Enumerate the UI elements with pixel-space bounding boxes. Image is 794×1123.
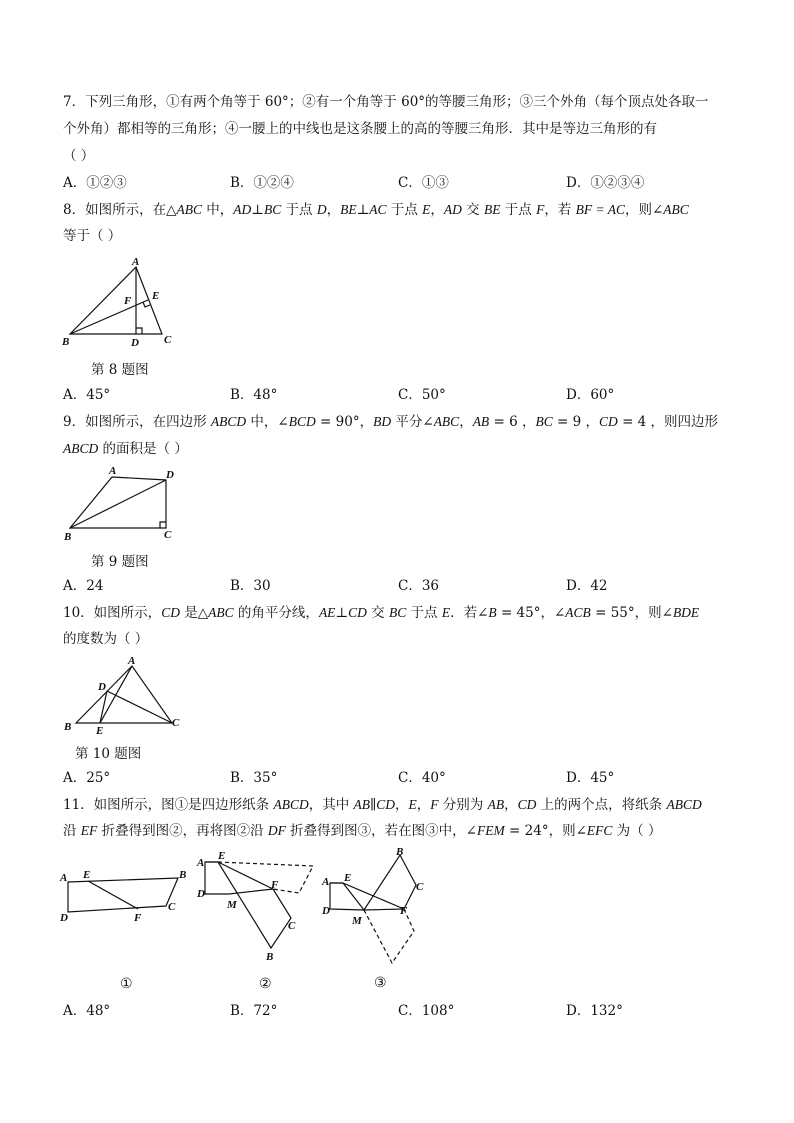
q10-option-a[interactable]: A．25° — [63, 770, 111, 786]
q10-label-b: B — [64, 721, 72, 733]
q11-fig3-left-part — [330, 883, 364, 910]
q10-label-e: E — [96, 725, 104, 737]
q10-label-c: C — [172, 717, 180, 729]
q9-option-c[interactable]: C．36 — [398, 578, 440, 594]
q11-fig1-strip — [68, 878, 178, 912]
q11-figure-3 — [320, 843, 435, 991]
q11-fig1-label-d: D — [60, 912, 68, 924]
q10-line2: 的度数为（ ） — [63, 631, 149, 647]
q11-fig2-label-c: C — [288, 920, 296, 932]
q11-figure-3-label: ③ — [374, 976, 387, 991]
q11-fig3-label-m: M — [352, 915, 362, 927]
q8-option-b[interactable]: B．48° — [230, 387, 278, 403]
q7-option-b[interactable]: B．①②④ — [230, 175, 294, 191]
q8-right-angle-d — [136, 328, 142, 334]
q8-label-a: A — [132, 256, 140, 268]
q11-fig1-label-e: E — [83, 869, 91, 881]
q8-label-c: C — [164, 334, 172, 346]
q7-line3: （ ） — [63, 148, 95, 164]
q9-caption: 第 9 题图 — [91, 554, 149, 570]
q11-fig3-label-c: C — [416, 881, 424, 893]
q10-caption: 第 10 题图 — [75, 746, 142, 762]
q8-option-c[interactable]: C．50° — [398, 387, 446, 403]
q9-option-a[interactable]: A．24 — [63, 578, 104, 594]
q10-bisector-cd — [107, 691, 172, 723]
q9-diagonal-bd — [70, 480, 166, 528]
q8-caption: 第 8 题图 — [91, 362, 149, 378]
q11-figure-1-label: ① — [120, 977, 133, 992]
q8-label-f: F — [124, 295, 132, 307]
q11-fig2-label-b: B — [266, 951, 274, 963]
q9-label-c: C — [164, 529, 172, 541]
q11-fig1-label-f: F — [134, 912, 142, 924]
q11-fig1-label-b: B — [179, 869, 187, 881]
q11-fig3-label-f: F — [400, 905, 408, 917]
q11-line1: 11．如图所示，图①是四边形纸条 ABCD，其中 AB∥CD，E，F 分别为 AB，CD 上的两个点，将纸条 ABCD — [63, 797, 702, 813]
q11-figure-2 — [195, 848, 325, 992]
q7-option-c[interactable]: C．①③ — [398, 175, 449, 191]
q8-label-e: E — [152, 290, 160, 302]
q11-option-b[interactable]: B．72° — [230, 1003, 278, 1019]
q10-option-c[interactable]: C．40° — [398, 770, 446, 786]
q11-fig3-label-a: A — [322, 876, 330, 888]
q11-fig3-label-d: D — [322, 905, 330, 917]
q11-fig3-flap — [343, 855, 416, 910]
q10-option-b[interactable]: B．35° — [230, 770, 278, 786]
q11-fig3-segment-mf — [364, 909, 404, 910]
q10-option-d[interactable]: D．45° — [566, 770, 615, 786]
q11-fig1-label-c: C — [168, 901, 176, 913]
q9-label-b: B — [64, 531, 72, 543]
q8-option-d[interactable]: D．60° — [566, 387, 615, 403]
q8-line1: 8．如图所示，在△ABC 中，AD⊥BC 于点 D，BE⊥AC 于点 E，AD 交 BE 于点 F，若 BF = AC，则∠ABC — [63, 202, 689, 218]
q11-figure-2-label: ② — [259, 977, 272, 992]
q11-fig2-label-a: A — [197, 857, 205, 869]
q11-line2: 沿 EF 折叠得到图②，再将图②沿 DF 折叠得到图③，若在图③中，∠FEM = 24°，则∠EFC 为（ ） — [63, 823, 662, 839]
q9-right-angle-c — [160, 522, 166, 528]
q9-label-a: A — [109, 465, 117, 477]
q9-label-d: D — [166, 469, 174, 481]
q11-fig2-left-part — [205, 862, 229, 894]
q10-line1: 10．如图所示，CD 是△ABC 的角平分线，AE⊥CD 交 BC 于点 E．若∠B = 45°，∠ACB = 55°，则∠BDE — [63, 605, 700, 621]
q11-option-d[interactable]: D．132° — [566, 1003, 623, 1019]
q8-line2: 等于（ ） — [63, 228, 122, 244]
q8-right-angle-e — [143, 302, 150, 307]
q10-figure — [60, 653, 185, 738]
q11-fig3-label-b: B — [396, 846, 404, 858]
q9-option-b[interactable]: B．30 — [230, 578, 271, 594]
q11-figure-1 — [60, 862, 195, 992]
q7-line1: 7．下列三角形，①有两个角等于 60°；②有一个角等于 60°的等腰三角形；③三个外角（每个顶点处各取一 — [63, 94, 709, 110]
q9-figure — [60, 462, 185, 544]
q11-fig1-label-a: A — [60, 872, 68, 884]
q11-option-c[interactable]: C．108° — [398, 1003, 455, 1019]
q11-fig3-folded-outline — [364, 909, 414, 963]
q11-fig2-label-e: E — [218, 850, 226, 862]
q8-figure — [60, 255, 180, 350]
q11-fig2-label-d: D — [197, 888, 205, 900]
q11-option-a[interactable]: A．48° — [63, 1003, 111, 1019]
q9-option-d[interactable]: D．42 — [566, 578, 608, 594]
q9-line2: ABCD 的面积是（ ） — [63, 441, 188, 457]
q11-fig2-label-m: M — [227, 899, 237, 911]
q8-option-a[interactable]: A．45° — [63, 387, 111, 403]
q11-fig2-label-f: F — [271, 879, 279, 891]
q11-fig2-original-outline — [218, 862, 313, 893]
q11-fig1-crease-ef — [88, 881, 138, 909]
q9-line1: 9．如图所示，在四边形 ABCD 中，∠BCD = 90°，BD 平分∠ABC，AB = 6 ，BC = 9 ，CD = 4 ，则四边形 — [63, 414, 719, 430]
q7-line2: 个外角）都相等的三角形；④一腰上的中线也是这条腰上的高的等腰三角形．其中是等边三角形的有 — [63, 121, 657, 137]
q7-option-a[interactable]: A．①②③ — [63, 175, 127, 191]
q11-fig3-label-e: E — [344, 872, 352, 884]
q10-label-d: D — [98, 681, 106, 693]
q8-label-d: D — [131, 337, 139, 349]
q8-label-b: B — [62, 336, 70, 348]
q7-option-d[interactable]: D．①②③④ — [566, 175, 645, 191]
q10-label-a: A — [128, 655, 136, 667]
q10-triangle-abc — [76, 666, 172, 723]
